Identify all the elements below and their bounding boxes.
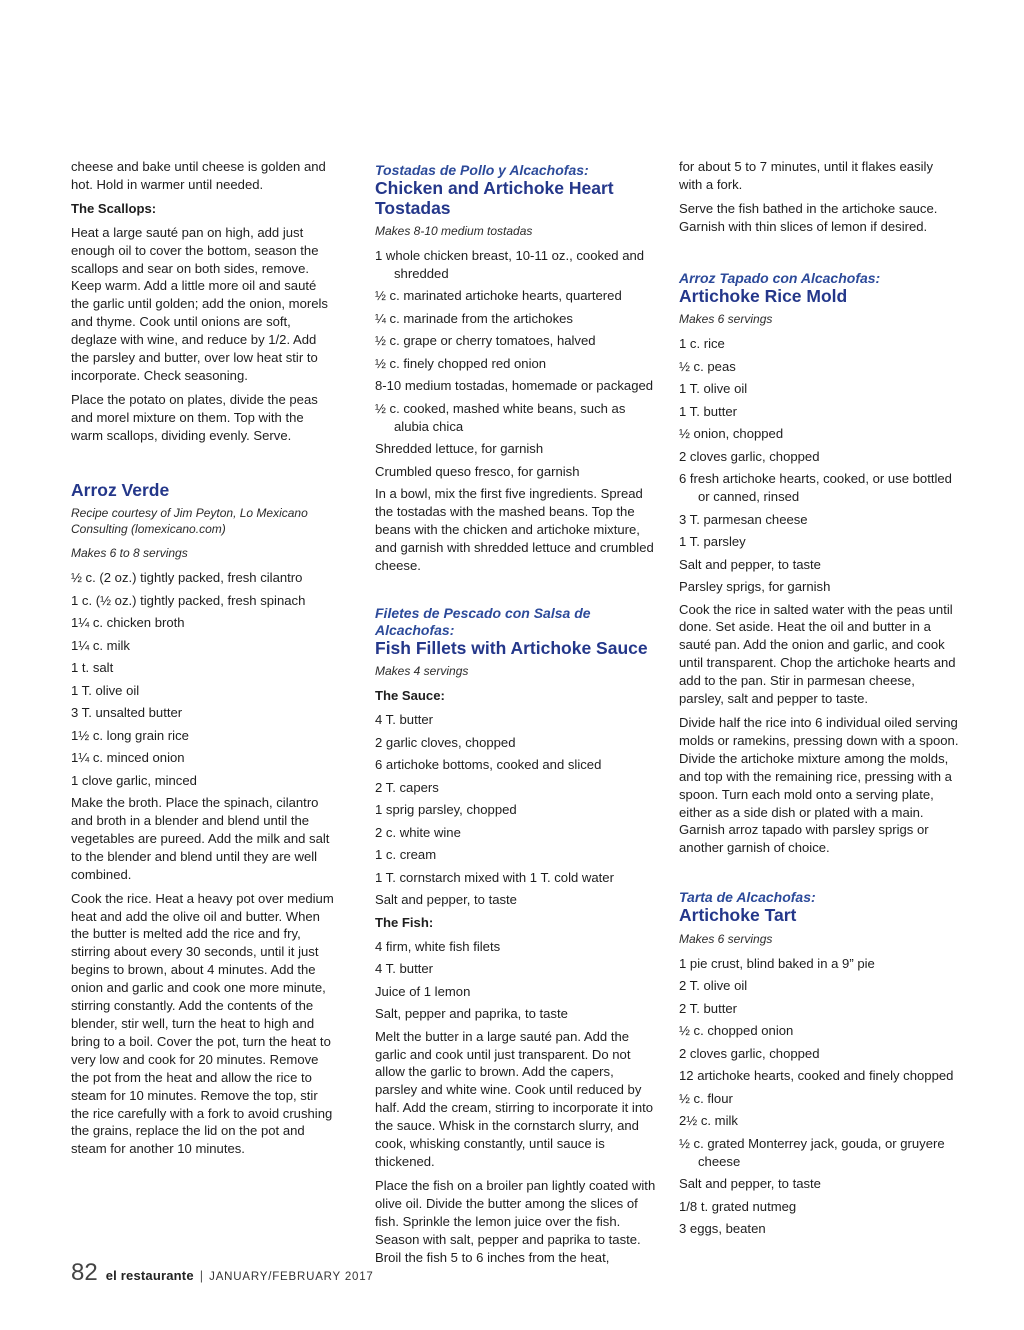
page-number: 82 [71,1259,98,1286]
magazine-name: el restaurante [105,1268,194,1283]
ingredient-item: 2 T. capers [375,779,439,795]
ingredient-item: 1 c. cream [375,847,437,863]
ingredient-item: ½ c. (2 oz.) tightly packed, fresh cilantro [71,570,303,586]
ingredient-list [375,938,657,1023]
recipe-servings: Makes 8-10 medium tostadas [375,224,533,238]
ingredient-item: ½ c. finely chopped red onion [375,355,547,371]
recipe-spanish-title: Filetes de Pescado con Salsa de Alcachofas: [375,604,591,638]
recipe-title-artichoke-tart: Artichoke Tart [679,905,797,926]
ingredient-item: 4 T. butter [375,961,433,977]
ingredient-item: Salt, pepper and paprika, to taste [375,1006,568,1022]
page-footer [71,1259,374,1289]
body-paragraph: cheese and bake until cheese is golden and hot. Hold in warmer until needed. [71,159,326,192]
ingredient-item: 1 T. olive oil [71,682,140,698]
recipe-title-fish-fillets: Fish Fillets with Artichoke Sauce [375,637,648,658]
ingredient-item: 2½ c. milk [679,1113,738,1129]
ingredient-item: ½ onion, chopped [679,426,784,442]
method-paragraph: Make the broth. Place the spinach, cilantro and broth in a blender and blend until the vegetables are pureed. Add the milk and salt to the blender and blend until they are well combined. [71,795,330,882]
method-paragraph: Place the fish on a broiler pan lightly coated with olive oil. Divide the butter among the slices of fish. Sprinkle the lemon juice over the fish. Season with salt, pepper and paprika to taste. Broil the fish 5 to 6 inches from the heat, [375,1177,656,1265]
method-paragraph: Cook the rice in salted water with the peas until done. Set aside. Heat the oil and butter in a sauté pan. Add the onion and garlic, and cook until transparent. Chop the artichoke hearts and add to the pan. Stir in parmesan cheese, parsley, salt and pepper to taste. [679,601,956,707]
ingredient-item: ½ c. grape or cherry tomatoes, halved [375,333,596,349]
ingredient-item: Parsley sprigs, for garnish [679,579,831,595]
ingredient-item: 1 T. cornstarch mixed with 1 T. cold water [375,869,614,885]
ingredient-list [71,569,337,789]
body-paragraph: Serve the fish bathed in the artichoke sauce. Garnish with thin slices of lemon if desired. [679,200,938,234]
ingredient-item: 1¼ c. milk [71,637,130,653]
ingredient-item: 1 pie crust, blind baked in a 9” pie [679,955,875,971]
body-paragraph: for about 5 to 7 minutes, until it flakes easily with a fork. [679,159,934,192]
recipe-spanish-title: Tostadas de Pollo y Alcachofas: [375,162,589,178]
ingredient-item: 8-10 medium tostadas, homemade or packaged [375,378,654,394]
column-3 [679,158,959,1243]
ingredient-item: 1 T. butter [679,403,737,419]
ingredient-item: 2 T. olive oil [679,978,748,994]
footer-separator: | [199,1268,204,1283]
ingredient-item: 1 sprig parsley, chopped [375,802,517,818]
recipe-servings: Makes 6 to 8 servings [71,546,188,561]
ingredient-item: 4 T. butter [375,712,433,728]
ingredient-list [679,335,959,596]
column-1 [71,158,337,1164]
ingredient-item: Salt and pepper, to taste [375,892,517,908]
ingredient-item: ½ c. chopped onion [679,1023,794,1039]
scallops-subheading: The Scallops: [71,200,157,216]
recipe-servings: Makes 4 servings [375,664,469,679]
recipe-title-arroz-verde: Arroz Verde [71,479,170,500]
ingredient-item: 1 c. (½ oz.) tightly packed, fresh spinach [71,592,306,608]
ingredient-item: Crumbled queso fresco, for garnish [375,463,580,479]
ingredient-item: Salt and pepper, to taste [679,556,821,572]
ingredient-item: ½ c. marinated artichoke hearts, quartered [375,288,622,304]
ingredient-item: ½ c. cooked, mashed white beans, such as alubia chica [375,400,626,434]
ingredient-item: 1 T. parsley [679,534,746,550]
recipe-servings: Makes 6 servings [679,931,773,946]
ingredient-item: ¼ c. marinade from the artichokes [375,310,573,326]
recipe-credit: Recipe courtesy of Jim Peyton, Lo Mexicano Consulting (lomexicano.com) [71,506,308,537]
ingredient-item: Shredded lettuce, for garnish [375,441,544,457]
recipe-title-rice-mold: Artichoke Rice Mold [679,285,848,306]
recipe-spanish-title: Arroz Tapado con Alcachofas: [679,269,881,286]
ingredient-item: 3 T. unsalted butter [71,705,183,721]
ingredient-item: 1 T. olive oil [679,381,748,397]
column-2 [375,158,657,1272]
ingredient-item: 1 whole chicken breast, 10-11 oz., cooked and shredded [375,248,645,281]
method-paragraph: Melt the butter in a large sauté pan. Add the garlic and cook until just transparent. Do not allow the garlic to brown. Add the capers, parsley and white wine. Cook until reduced by half. Add the cream, stirring to incorporate it into the sauce. Whisk in the cornstarch slurry, and cook, whisking constantly, until sauce is thickened. [375,1028,654,1169]
ingredient-item: 1¼ c. minced onion [71,750,185,766]
ingredient-item: ½ c. peas [679,358,736,374]
recipe-spanish-title: Tarta de Alcachofas: [679,889,816,906]
ingredient-item: 2 cloves garlic, chopped [679,1045,820,1061]
ingredient-item: 1 clove garlic, minced [71,772,197,788]
ingredient-list [679,955,959,1238]
issue-date: JANUARY/FEBRUARY 2017 [209,1271,374,1283]
recipe-title-tostadas: Chicken and Artichoke Heart Tostadas [375,178,614,218]
ingredient-item: Salt and pepper, to taste [679,1176,821,1192]
ingredient-item: 12 artichoke hearts, cooked and finely chopped [679,1068,954,1084]
fish-subheading: The Fish: [375,914,434,930]
ingredient-item: 1/8 t. grated nutmeg [679,1198,797,1214]
ingredient-item: 1 t. salt [71,660,114,676]
ingredient-item: 4 firm, white fish filets [375,938,501,954]
recipe-servings: Makes 6 servings [679,312,773,327]
ingredient-list [375,247,657,481]
ingredient-list [375,711,657,909]
ingredient-item: 3 T. parmesan cheese [679,511,808,527]
method-paragraph: Divide half the rice into 6 individual oiled serving molds or ramekins, pressing down with a spoon. Divide the artichoke mixture among the molds, and top with the remaining rice, pressing with a spoon. Turn each mold onto a serving plate, either as a side dish or plated with a main. Garnish arroz tapado with parsley sprigs or another garnish of choice. [679,714,959,856]
method-paragraph: Cook the rice. Heat a heavy pot over medium heat and add the olive oil and butter. When the butter is melted add the rice and fry, stirring about every 30 seconds, until it just begins to brown, about 4 minutes. Add the onion and garlic and cook one more minute, stirring constantly. Add the contents of the blender, stir well, turn the heat to high and bring to a boil. Cover the pot, turn the heat to very low and cook for 20 minutes. Remove the pot from the heat and allow the rice to steam for 10 minutes. Remove the top, stir the rice carefully with a fork to avoid crushing the grains, replace the lid on the pot and steam for another 10 minutes. [71,890,334,1157]
ingredient-item: 1½ c. long grain rice [71,727,189,743]
sauce-subheading: The Sauce: [375,688,445,704]
ingredient-item: 3 eggs, beaten [679,1221,766,1237]
ingredient-item: 2 cloves garlic, chopped [679,448,820,464]
method-paragraph: In a bowl, mix the first five ingredients. Spread the tostadas with the mashed beans. Top the beans with the chicken and artichoke mixture, and garnish with shredded lettuce and crumbled cheese. [375,486,654,573]
ingredient-item: 2 T. butter [679,1000,737,1016]
body-paragraph: Place the potato on plates, divide the peas and morel mixture on them. Top with the warm scallops, dividing evenly. Serve. [71,391,318,443]
ingredient-item: 1¼ c. chicken broth [71,615,185,631]
ingredient-item: Juice of 1 lemon [375,983,471,999]
ingredient-item: ½ c. flour [679,1090,733,1106]
ingredient-item: 6 artichoke bottoms, cooked and sliced [375,757,602,773]
ingredient-item: 1 c. rice [679,336,725,352]
ingredient-item: 2 c. white wine [375,824,461,840]
ingredient-item: 6 fresh artichoke hearts, cooked, or use bottled or canned, rinsed [679,471,952,505]
ingredient-item: ½ c. grated Monterrey jack, gouda, or gruyere cheese [679,1135,945,1169]
body-paragraph: Heat a large sauté pan on high, add just enough oil to cover the bottom, season the scallops and sear on both sides, remove. Keep warm. Add a little more oil and sauté the garlic until golden; add the onion, morels and thyme. Cook until onions are soft, deglaze with wine, and reduce by 1/2. Add the parsley and butter, over low heat stir to incorporate. Check seasoning. [71,224,328,383]
ingredient-item: 2 garlic cloves, chopped [375,734,516,750]
